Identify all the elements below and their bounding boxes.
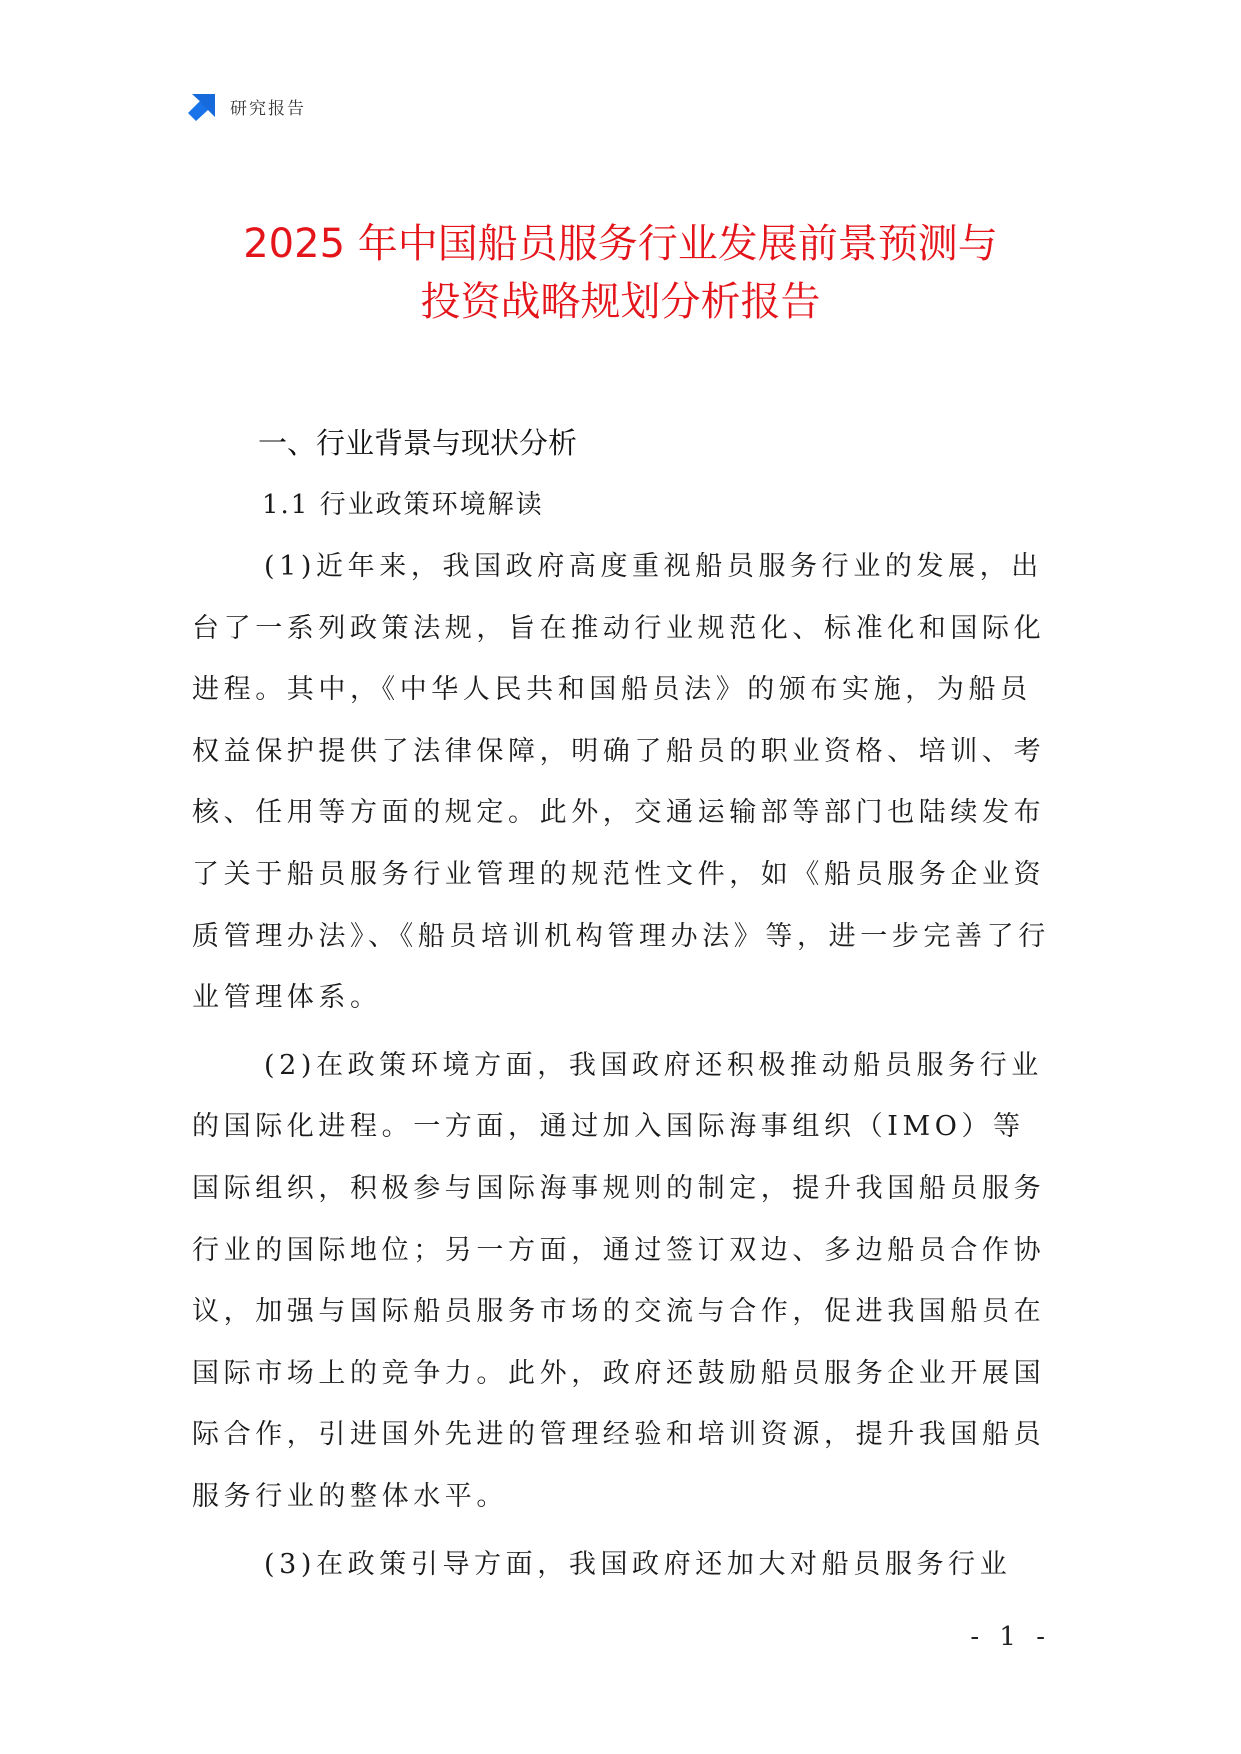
document-body	[192, 412, 1052, 1601]
paragraph-2: (2)在政策环境方面，我国政府还积极推动船员服务行业的国际化进程。一方面，通过加入国际海事组织（IMO）等国际组织，积极参与国际海事规则的制定，提升我国船员服务行业的国际地位；另一方面，通过签订双边、多边船员合作协议，加强与国际船员服务市场的交流与合作，促进我国船员在国际市场上的竞争力。此外，政府还鼓励船员服务企业开展国际合作，引进国外先进的管理经验和培训资源，提升我国船员服务行业的整体水平。	[192, 1049, 1046, 1512]
section-heading: 一、行业背景与现状分析	[258, 426, 578, 460]
report-header	[188, 90, 306, 122]
page-number: - 1 -	[970, 1622, 1051, 1652]
arrow-up-right-icon	[188, 91, 218, 121]
title-line-2: 投资战略规划分析报告	[420, 279, 821, 325]
document-title	[0, 215, 1241, 331]
subsection-heading: 1.1 行业政策环境解读	[262, 490, 544, 520]
title-line-1: 2025 年中国船员服务行业发展前景预测与	[243, 221, 998, 267]
header-label: 研究报告	[230, 98, 306, 119]
paragraph-3: (3)在政策引导方面，我国政府还加大对船员服务行业	[264, 1548, 1012, 1580]
paragraph-1: (1)近年来，我国政府高度重视船员服务行业的发展，出台了一系列政策法规，旨在推动行业规范化、标准化和国际化进程。其中，《中华人民共和国船员法》的颁布实施，为船员权益保护提供了法律保障，明确了船员的职业资格、培训、考核、任用等方面的规定。此外，交通运输部等部门也陆续发布了关于船员服务行业管理的规范性文件，如《船员服务企业资质管理办法》、《船员培训机构管理办法》等，进一步完善了行业管理体系。	[192, 551, 1050, 1014]
